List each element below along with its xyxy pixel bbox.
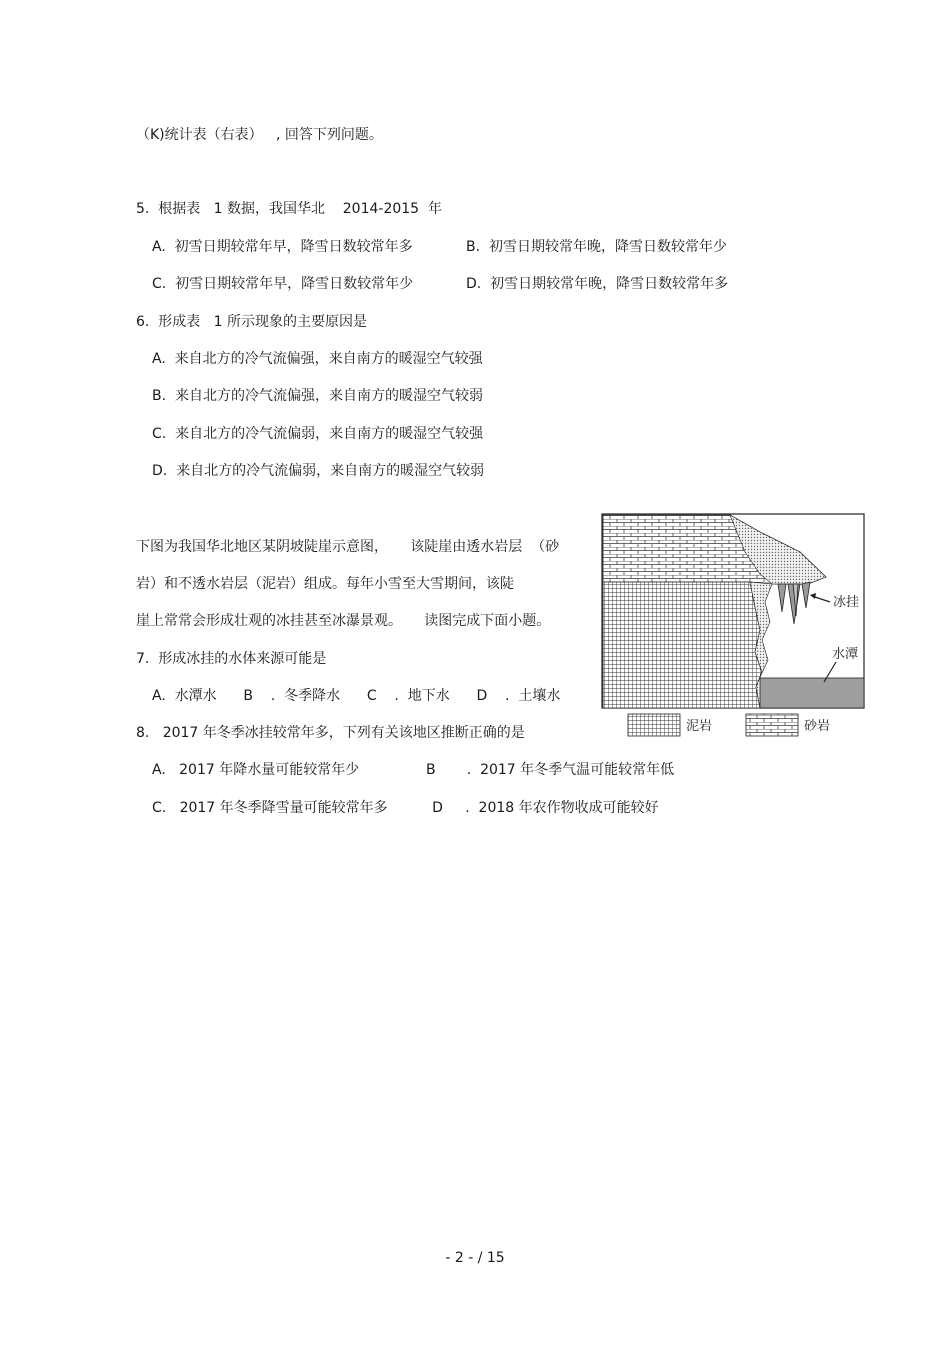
passage-line-2: 岩）和不透水岩层（泥岩）组成。每年小雪至大雪期间，该陡 xyxy=(136,576,514,592)
legend-sandstone-label: 砂岩 xyxy=(804,719,831,734)
mudstone-layer xyxy=(603,582,762,708)
label-pool: 水潭 xyxy=(832,647,859,662)
q7-stem: 7. 形成冰挂的水体来源可能是 xyxy=(136,651,327,667)
q5-option-d: D. 初雪日期较常年晚，降雪日数较常年多 xyxy=(466,276,729,292)
q5-option-b: B. 初雪日期较常年晚，降雪日数较常年少 xyxy=(466,239,727,255)
label-icicle: 冰挂 xyxy=(833,595,860,610)
q6-option-b: B. 来自北方的冷气流偏强，来自南方的暖湿空气较弱 xyxy=(152,388,483,404)
q8-options-cd: C. 2017 年冬季降雪量可能较常年多 D . 2018 年农作物收成可能较好 xyxy=(152,800,659,816)
q8-options-ab: A. 2017 年降水量可能较常年少 B . 2017 年冬季气温可能较常年低 xyxy=(152,762,675,778)
intro-line: （K)统计表（右表） , 回答下列问题。 xyxy=(136,127,383,143)
legend-sandstone-swatch xyxy=(746,714,798,736)
q5-option-c: C. 初雪日期较常年早，降雪日数较常年少 xyxy=(152,276,414,292)
passage-line-3: 崖上常常会形成壮观的冰挂甚至冰瀑景观。 读图完成下面小题。 xyxy=(136,613,551,629)
q6-stem: 6. 形成表 1 所示现象的主要原因是 xyxy=(136,314,367,330)
water-pool xyxy=(760,678,864,708)
cliff-diagram xyxy=(600,512,868,742)
q8-stem: 8. 2017 年冬季冰挂较常年多，下列有关该地区推断正确的是 xyxy=(136,725,525,741)
passage-line-1: 下图为我国华北地区某阴坡陡崖示意图， 该陡崖由透水岩层 （砂 xyxy=(136,539,560,555)
legend-mudstone-swatch xyxy=(628,714,680,736)
page-footer: - 2 - / 15 xyxy=(445,1250,505,1266)
legend-mudstone-label: 泥岩 xyxy=(686,719,713,734)
q6-option-c: C. 来自北方的冷气流偏弱，来自南方的暖湿空气较强 xyxy=(152,426,484,442)
q6-option-d: D. 来自北方的冷气流偏弱，来自南方的暖湿空气较弱 xyxy=(152,463,485,479)
q5-stem: 5. 根据表 1 数据，我国华北 2014-2015 年 xyxy=(136,201,442,217)
q7-options: A. 水潭水 B . 冬季降水 C . 地下水 D . 土壤水 xyxy=(152,688,561,704)
q5-option-a: A. 初雪日期较常年早，降雪日数较常年多 xyxy=(152,239,413,255)
q6-option-a: A. 来自北方的冷气流偏强，来自南方的暖湿空气较强 xyxy=(152,351,483,367)
